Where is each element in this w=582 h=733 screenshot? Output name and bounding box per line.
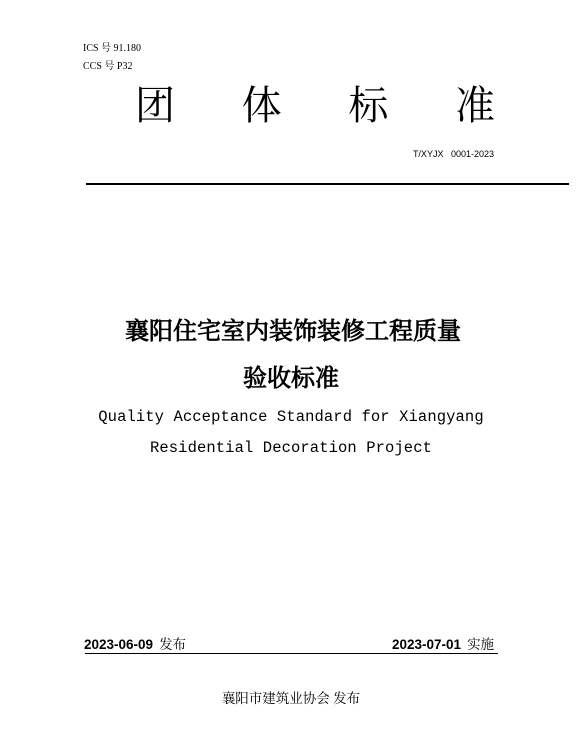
implement-label: 实施: [467, 637, 495, 652]
title-chinese-line-1: 襄阳住宅室内装饰装修工程质量: [125, 318, 461, 345]
ccs-code: CCS 号 P32: [83, 61, 133, 72]
issue-date: 2023-06-09: [84, 637, 154, 652]
implement-date: 2023-07-01: [392, 637, 462, 652]
standard-number: T/XYJX 0001-2023: [412, 149, 494, 159]
ics-code: ICS 号 91.180: [83, 43, 142, 54]
issue-label: 发布: [159, 637, 187, 652]
title-english-line-2: Residential Decoration Project: [149, 439, 433, 457]
standard-type-heading: [135, 82, 495, 130]
title-english-line-1: Quality Acceptance Standard for Xiangyang: [98, 408, 484, 426]
standard-type-char: 团: [135, 83, 175, 128]
header-divider: [86, 183, 569, 185]
title-chinese-line-2: 验收标准: [243, 365, 339, 392]
issue-date-block: [84, 636, 186, 653]
publisher: 襄阳市建筑业协会 发布: [221, 691, 361, 706]
standard-type-char: 准: [454, 83, 495, 128]
standard-type-char: 标: [348, 83, 389, 128]
implement-date-block: [392, 636, 494, 653]
footer-divider: [85, 653, 498, 654]
standard-type-char: 体: [241, 83, 282, 128]
